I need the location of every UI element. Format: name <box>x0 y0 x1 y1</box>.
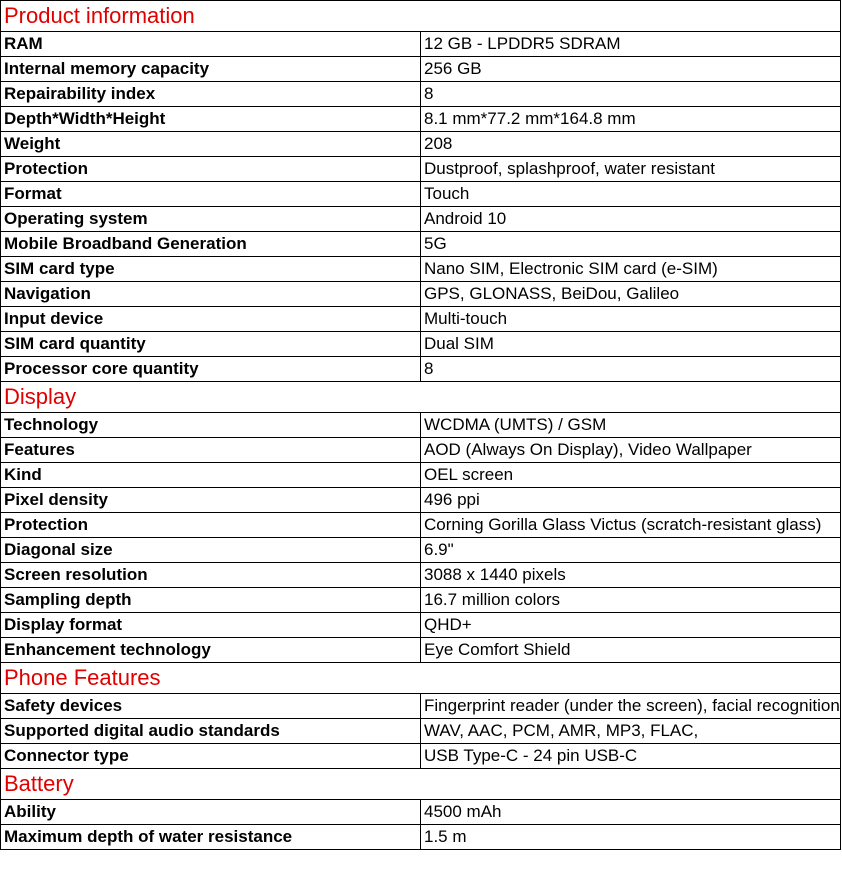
spec-row <box>1 307 841 332</box>
spec-value: Nano SIM, Electronic SIM card (e-SIM) <box>421 257 841 282</box>
spec-key: Input device <box>1 307 421 332</box>
spec-key: Protection <box>1 157 421 182</box>
spec-row <box>1 744 841 769</box>
spec-key: Pixel density <box>1 488 421 513</box>
spec-key: Protection <box>1 513 421 538</box>
spec-row <box>1 438 841 463</box>
spec-row <box>1 513 841 538</box>
spec-row <box>1 694 841 719</box>
spec-table-body <box>1 1 841 850</box>
spec-value: Corning Gorilla Glass Victus (scratch-resistant glass) <box>421 513 841 538</box>
spec-row <box>1 719 841 744</box>
spec-value: 16.7 million colors <box>421 588 841 613</box>
spec-value: USB Type-C - 24 pin USB-C <box>421 744 841 769</box>
spec-key: Operating system <box>1 207 421 232</box>
spec-value: 8.1 mm*77.2 mm*164.8 mm <box>421 107 841 132</box>
section-header-row <box>1 382 841 413</box>
section-title: Battery <box>1 769 841 800</box>
spec-value: 208 <box>421 132 841 157</box>
spec-key: Mobile Broadband Generation <box>1 232 421 257</box>
spec-key: Diagonal size <box>1 538 421 563</box>
spec-value: GPS, GLONASS, BeiDou, Galileo <box>421 282 841 307</box>
spec-key: Technology <box>1 413 421 438</box>
spec-row <box>1 463 841 488</box>
spec-row <box>1 825 841 850</box>
spec-row <box>1 357 841 382</box>
spec-row <box>1 588 841 613</box>
spec-value: Eye Comfort Shield <box>421 638 841 663</box>
section-title: Product information <box>1 1 841 32</box>
spec-key: Features <box>1 438 421 463</box>
section-header-row <box>1 1 841 32</box>
section-title: Display <box>1 382 841 413</box>
spec-row <box>1 132 841 157</box>
spec-value: 6.9" <box>421 538 841 563</box>
spec-key: Connector type <box>1 744 421 769</box>
spec-row <box>1 232 841 257</box>
spec-value: AOD (Always On Display), Video Wallpaper <box>421 438 841 463</box>
spec-value: 8 <box>421 82 841 107</box>
spec-value: Dustproof, splashproof, water resistant <box>421 157 841 182</box>
spec-row <box>1 57 841 82</box>
spec-row <box>1 332 841 357</box>
spec-key: Navigation <box>1 282 421 307</box>
spec-key: Repairability index <box>1 82 421 107</box>
spec-row <box>1 257 841 282</box>
spec-key: Processor core quantity <box>1 357 421 382</box>
spec-row <box>1 538 841 563</box>
spec-value: 5G <box>421 232 841 257</box>
spec-row <box>1 800 841 825</box>
spec-value: 8 <box>421 357 841 382</box>
spec-row <box>1 613 841 638</box>
spec-row <box>1 82 841 107</box>
spec-value: WCDMA (UMTS) / GSM <box>421 413 841 438</box>
spec-key: Safety devices <box>1 694 421 719</box>
spec-row <box>1 413 841 438</box>
spec-value: Touch <box>421 182 841 207</box>
spec-key: Screen resolution <box>1 563 421 588</box>
spec-value: 12 GB - LPDDR5 SDRAM <box>421 32 841 57</box>
spec-value: 4500 mAh <box>421 800 841 825</box>
spec-value: 256 GB <box>421 57 841 82</box>
spec-row <box>1 563 841 588</box>
spec-key: Enhancement technology <box>1 638 421 663</box>
spec-key: SIM card type <box>1 257 421 282</box>
spec-value: Multi-touch <box>421 307 841 332</box>
spec-key: Depth*Width*Height <box>1 107 421 132</box>
spec-key: SIM card quantity <box>1 332 421 357</box>
spec-key: Format <box>1 182 421 207</box>
spec-value: Android 10 <box>421 207 841 232</box>
spec-row <box>1 638 841 663</box>
spec-key: Sampling depth <box>1 588 421 613</box>
spec-row <box>1 32 841 57</box>
spec-value: WAV, AAC, PCM, AMR, MP3, FLAC, <box>421 719 841 744</box>
spec-key: Kind <box>1 463 421 488</box>
spec-key: Maximum depth of water resistance <box>1 825 421 850</box>
spec-value: 496 ppi <box>421 488 841 513</box>
spec-value: 3088 x 1440 pixels <box>421 563 841 588</box>
spec-key: Internal memory capacity <box>1 57 421 82</box>
spec-row <box>1 182 841 207</box>
spec-key: Ability <box>1 800 421 825</box>
spec-key: Supported digital audio standards <box>1 719 421 744</box>
spec-row <box>1 157 841 182</box>
spec-row <box>1 282 841 307</box>
spec-value: QHD+ <box>421 613 841 638</box>
section-header-row <box>1 769 841 800</box>
section-header-row <box>1 663 841 694</box>
section-title: Phone Features <box>1 663 841 694</box>
spec-row <box>1 488 841 513</box>
spec-value: OEL screen <box>421 463 841 488</box>
spec-key: Display format <box>1 613 421 638</box>
spec-value: 1.5 m <box>421 825 841 850</box>
spec-key: RAM <box>1 32 421 57</box>
spec-value: Fingerprint reader (under the screen), facial recognition <box>421 694 841 719</box>
spec-key: Weight <box>1 132 421 157</box>
spec-row <box>1 207 841 232</box>
spec-row <box>1 107 841 132</box>
spec-value: Dual SIM <box>421 332 841 357</box>
